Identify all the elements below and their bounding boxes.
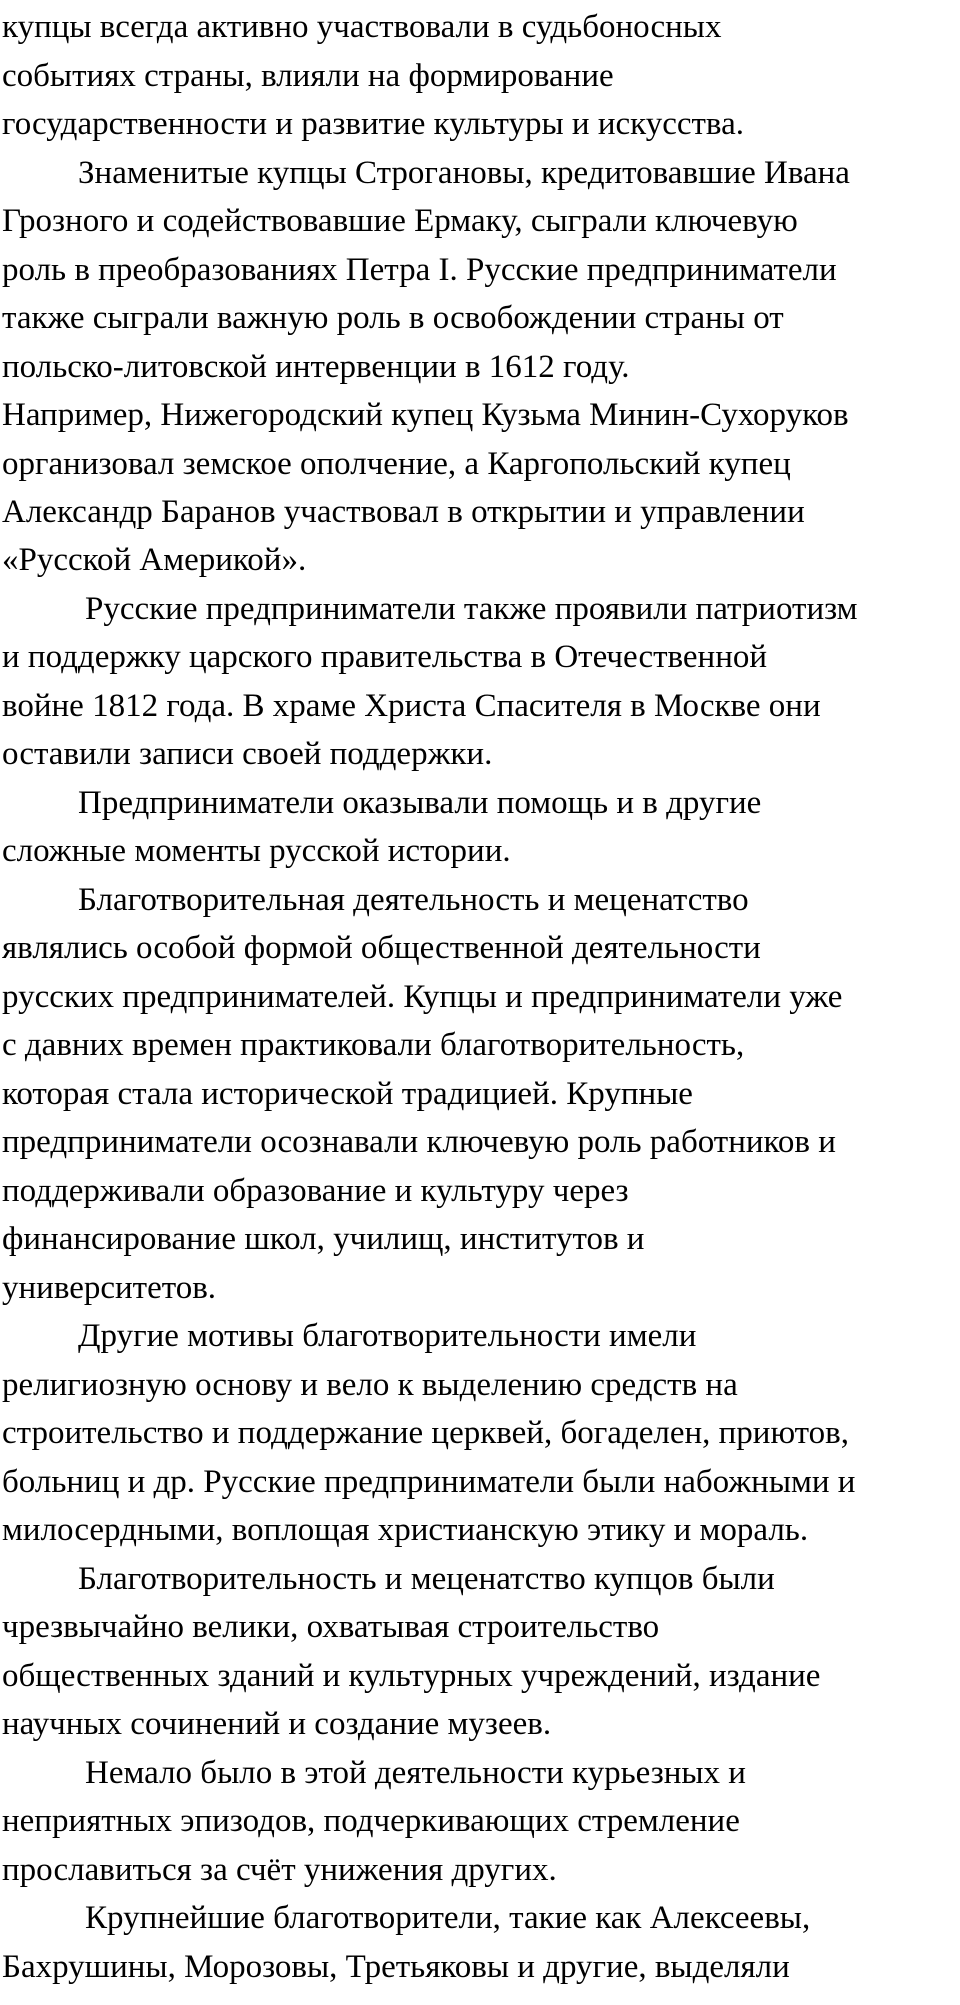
paragraph-start: Немало было в этой деятельности курьезных и <box>85 1755 746 1791</box>
text-line: организовал земское ополчение, а Каргопольский купец <box>2 446 791 482</box>
text-line: войне 1812 года. В храме Христа Спасителя в Москве они <box>2 688 821 724</box>
text-line: Например, Нижегородский купец Кузьма Минин-Сухоруков <box>2 397 849 433</box>
paragraph-start: Знаменитые купцы Строгановы, кредитовавшие Ивана <box>78 155 850 191</box>
text-line: оставили записи своей поддержки. <box>2 736 493 772</box>
text-line: являлись особой формой общественной деятельности <box>2 930 761 966</box>
text-line: строительство и поддержание церквей, богаделен, приютов, <box>2 1415 849 1451</box>
text-line: польско-литовской интервенции в 1612 году. <box>2 349 630 385</box>
text-line: роль в преобразованиях Петра I. Русские предприниматели <box>2 252 837 288</box>
text-line: поддерживали образование и культуру через <box>2 1173 629 1209</box>
paragraph-start: Благотворительная деятельность и меценатство <box>78 882 749 918</box>
text-line: финансирование школ, училищ, институтов и <box>2 1221 645 1257</box>
text-line: с давних времен практиковали благотворительность, <box>2 1027 745 1063</box>
paragraph-start: Крупнейшие благотворители, такие как Алексеевы, <box>85 1900 811 1936</box>
text-line: предприниматели осознавали ключевую роль работников и <box>2 1124 836 1160</box>
text-line: Александр Баранов участвовал в открытии и управлении <box>2 494 805 530</box>
text-line: милосердными, воплощая христианскую этику и мораль. <box>2 1512 809 1548</box>
text-line: общественных зданий и культурных учреждений, издание <box>2 1658 821 1694</box>
text-line: событиях страны, влияли на формирование <box>2 58 614 94</box>
text-line: также сыграли важную роль в освобождении страны от <box>2 300 784 336</box>
text-line: сложные моменты русской истории. <box>2 833 511 869</box>
text-line: русских предпринимателей. Купцы и предприниматели уже <box>2 979 843 1015</box>
text-line: неприятных эпизодов, подчеркивающих стремление <box>2 1803 740 1839</box>
text-line: купцы всегда активно участвовали в судьбоносных <box>2 9 722 45</box>
text-line: научных сочинений и создание музеев. <box>2 1706 552 1742</box>
text-line: Грозного и содействовавшие Ермаку, сыграли ключевую <box>2 203 798 239</box>
text-line: государственности и развитие культуры и искусства. <box>2 106 744 142</box>
text-line: прославиться за счёт унижения других. <box>2 1852 557 1888</box>
paragraph-start: Предприниматели оказывали помощь и в другие <box>78 785 762 821</box>
text-line: больниц и др. Русские предприниматели были набожными и <box>2 1464 856 1500</box>
paragraph-start: Русские предприниматели также проявили патриотизм <box>85 591 858 627</box>
text-line: Бахрушины, Морозовы, Третьяковы и другие, выделяли <box>2 1949 790 1985</box>
paragraph-start: Благотворительность и меценатство купцов были <box>78 1561 775 1597</box>
text-line: чрезвычайно велики, охватывая строительство <box>2 1609 660 1645</box>
text-line: религиозную основу и вело к выделению средств на <box>2 1367 738 1403</box>
text-line: университетов. <box>2 1270 217 1306</box>
text-line: «Русской Америкой». <box>2 542 307 578</box>
text-line: которая стала исторической традицией. Крупные <box>2 1076 693 1112</box>
paragraph-start: Другие мотивы благотворительности имели <box>78 1318 697 1354</box>
text-line: и поддержку царского правительства в Отечественной <box>2 639 768 675</box>
